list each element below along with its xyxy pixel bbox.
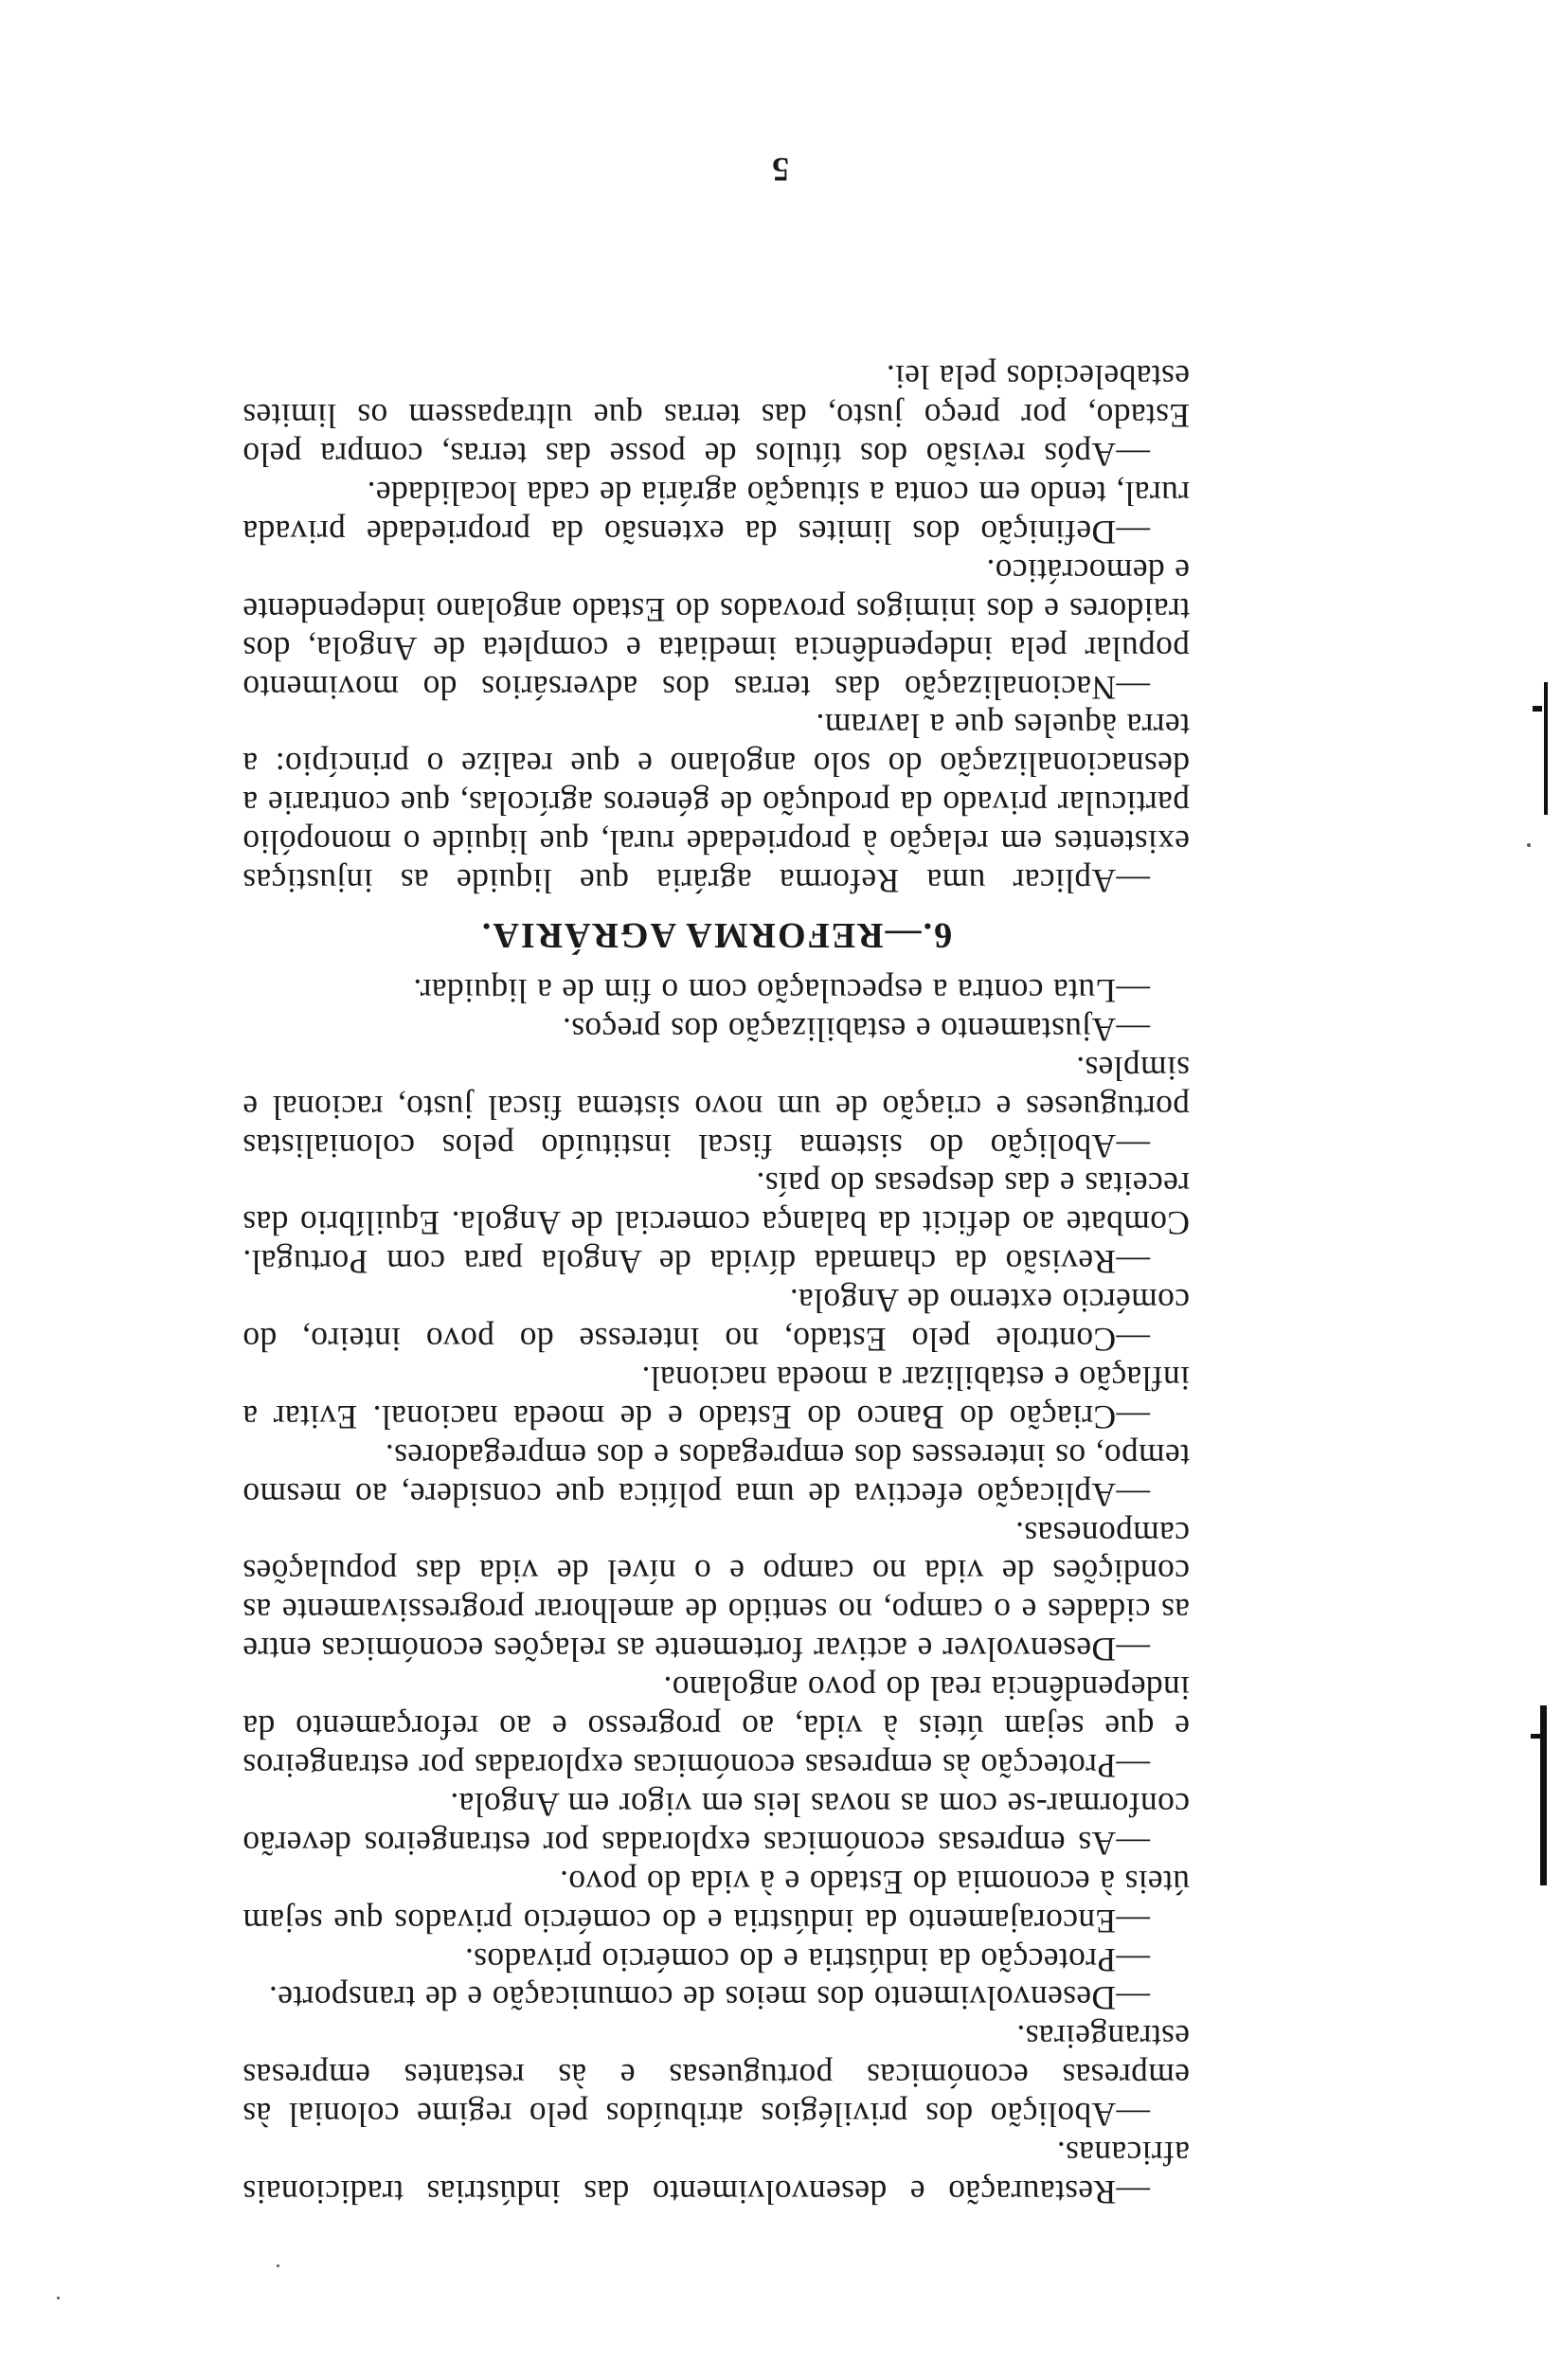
paragraph: —Encorajamento da indústria e do comércio privados que sejam úteis à economia do Estado e à vida do povo. bbox=[242, 1863, 1190, 1940]
paragraph: —Abolição do sistema fiscal instituído pelos colonialistas portugueses e criação de um novo sistema fiscal justo, racional e simples. bbox=[242, 1049, 1190, 1165]
paragraph: —Protecção da indústria e do comércio privados. bbox=[464, 1940, 1150, 1979]
paragraph: —As empresas económicas exploradas por estrangeiros deverão conformar-se com as novas leis em vigor em Angola. bbox=[242, 1785, 1190, 1863]
paragraph: —Controle pelo Estado, no interesse do povo inteiro, do comércio externo de Angola. bbox=[242, 1282, 1190, 1360]
paragraph: —Aplicação efectiva de uma política que considere, ao mesmo tempo, os interesses dos empregados e dos empregadores. bbox=[242, 1436, 1190, 1514]
paragraph: —Revisão da chamada dívida de Angola para com Portugal. Combate ao deficit da balança comercial de Angola. Equilíbrio das receitas e das despesas do país. bbox=[242, 1165, 1190, 1282]
body-text bbox=[242, 357, 1190, 2211]
paragraph: —Abolição dos privilégios atribuídos pelo regime colonial às empresas económicas portuguesas e às restantes empresas estrangeiras. bbox=[242, 2018, 1190, 2135]
section-heading: 6.—REFORMA AGRÁRIA. bbox=[479, 915, 953, 955]
paragraph: —Protecção às empresas económicas exploradas por estrangeiros e que sejam úteis à vida, ao progresso e ao reforçamento da independência real do povo angolano. bbox=[242, 1669, 1190, 1786]
paragraph: —Luta contra a especulação com o fim de a liquidar. bbox=[413, 971, 1150, 1010]
scan-edge-mark bbox=[1531, 1734, 1542, 1739]
paragraph: —Aplicar uma Reforma agrária que liquide as injustiças existentes em relação à propriedade rural, que liquide o monopólio particular privado da produção de géneros agrícolas, que contrarie a desnacionalização do solo angolano e que realize o princípio: a terra àqueles que a lavram. bbox=[242, 707, 1190, 901]
page-number: 5 bbox=[772, 151, 789, 189]
paragraph: —Criação do Banco do Estado e de moeda nacional. Evitar a inflação e estabilizar a moeda nacional. bbox=[242, 1359, 1190, 1436]
paragraph: —Desenvolvimento dos meios de comunicação e de transporte. bbox=[268, 1979, 1150, 2018]
scan-speck bbox=[277, 2264, 279, 2267]
paragraph: —Nacionalização das terras dos adversários do movimento popular pela independência imediata e completa de Angola, dos traidores e dos inimigos provados do Estado angolano independente e democrático. bbox=[242, 551, 1190, 707]
scan-edge-mark bbox=[1544, 682, 1548, 815]
paragraph: —Após revisão dos títulos de posse das terras, compra pelo Estado, por preço justo, das terras que ultrapassem os limites estabelecidos pela lei. bbox=[242, 358, 1190, 475]
scan-edge-mark bbox=[1533, 706, 1542, 712]
scan-edge-mark bbox=[1540, 1705, 1547, 1885]
paragraph: —Ajustamento e estabilização dos preços. bbox=[562, 1010, 1150, 1049]
paragraph: —Definição dos limites da extensão da propriedade privada rural, tendo em conta a situação agrária de cada localidade. bbox=[242, 475, 1190, 551]
paragraph: —Desenvolver e activar fortemente as relações económicas entre as cidades e o campo, no sentido de amelhorar progressivamente as condições de vida no campo e o nível de vida das populações camponesas. bbox=[242, 1514, 1190, 1669]
scan-speck bbox=[57, 2297, 60, 2299]
scan-speck bbox=[1527, 843, 1531, 847]
paragraph: —Restauração e desenvolvimento das indústrias tradicionais africanas. bbox=[242, 2135, 1190, 2211]
